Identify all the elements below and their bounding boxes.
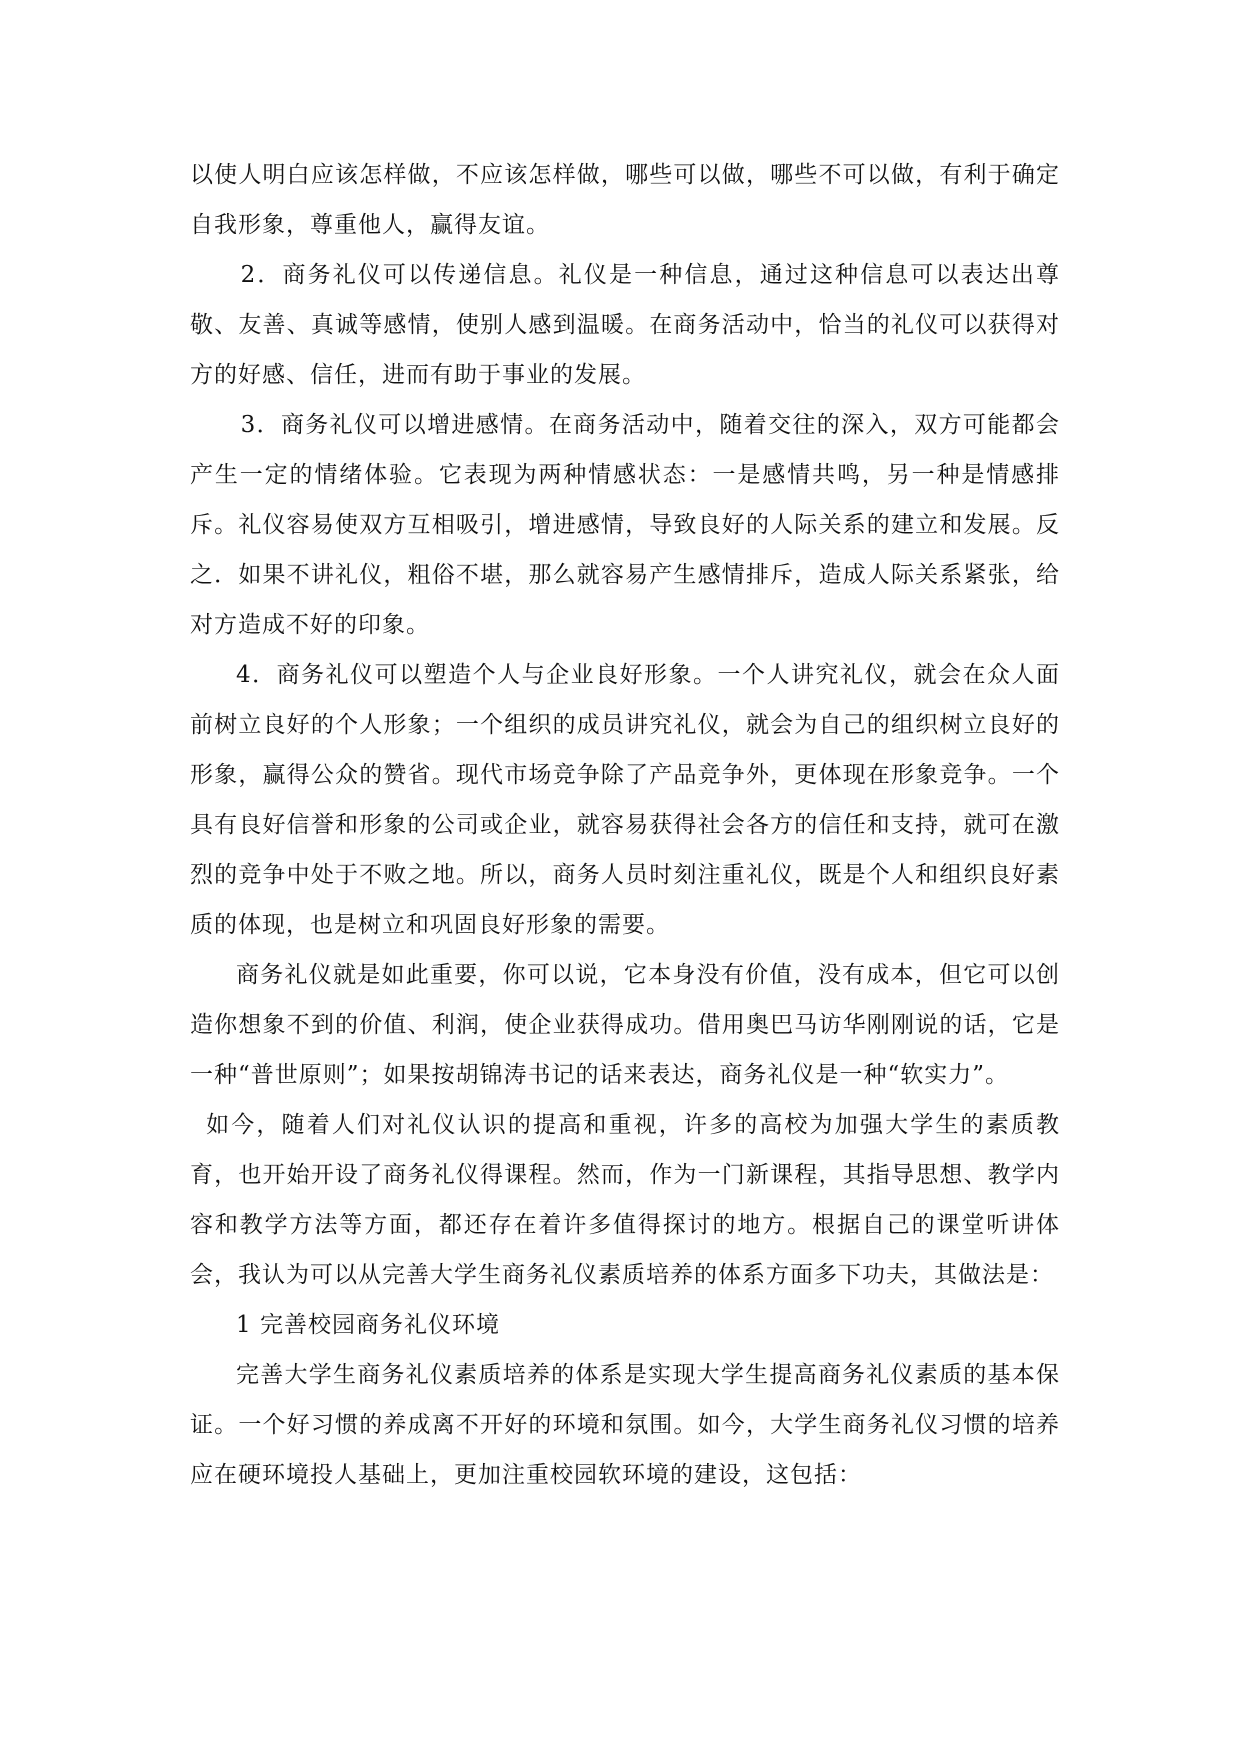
paragraph-environment: 完善大学生商务礼仪素质培养的体系是实现大学生提高商务礼仪素质的基本保证。一个好习惯的养成离不开好的环境和氛围。如今，大学生商务礼仪习惯的培养应在硬环境投人基础上，更加注重校园软环境的建设，这包括： (190, 1362, 1060, 1488)
paragraph-point-4: 4．商务礼仪可以塑造个人与企业良好形象。一个人讲究礼仪，就会在众人面前树立良好的个人形象；一个组织的成员讲究礼仪，就会为自己的组织树立良好的形象，赢得公众的赞省。现代市场竞争除了产品竞争外，更体现在形象竞争。一个具有良好信誉和形象的公司或企业，就容易获得社会各方的信任和支持，就可在激烈的竞争中处于不败之地。所以，商务人员时刻注重礼仪，既是个人和组织良好素质的体现，也是树立和巩固良好形象的需要。 (190, 662, 1060, 938)
paragraph-continuation: 以使人明白应该怎样做，不应该怎样做，哪些可以做，哪些不可以做，有利于确定自我形象，尊重他人，赢得友谊。 (190, 162, 1060, 238)
paragraph-point-3: 3．商务礼仪可以增进感情。在商务活动中，随着交往的深入，双方可能都会产生一定的情绪体验。它表现为两种情感状态：一是感情共鸣，另一种是情感排斥。礼仪容易使双方互相吸引，增进感情，导致良好的人际关系的建立和发展。反之．如果不讲礼仪，粗俗不堪，那么就容易产生感情排斥，造成人际关系紧张，给对方造成不好的印象。 (190, 412, 1060, 638)
section-heading: 1 完善校园商务礼仪环境 (236, 1312, 500, 1338)
paragraph-nowadays: 如今，随着人们对礼仪认识的提高和重视，许多的高校为加强大学生的素质教育，也开始开设了商务礼仪得课程。然而，作为一门新课程，其指导思想、教学内容和教学方法等方面，都还存在着许多值得探讨的地方。根据自己的课堂听讲体会，我认为可以从完善大学生商务礼仪素质培养的体系方面多下功夫，其做法是： (190, 1112, 1060, 1288)
paragraph-point-2: 2．商务礼仪可以传递信息。礼仪是一种信息，通过这种信息可以表达出尊敬、友善、真诚等感情，使别人感到温暖。在商务活动中，恰当的礼仪可以获得对方的好感、信任，进而有助于事业的发展。 (190, 262, 1060, 388)
paragraph-importance: 商务礼仪就是如此重要，你可以说，它本身没有价值，没有成本，但它可以创造你想象不到的价值、利润，使企业获得成功。借用奥巴马访华刚刚说的话，它是一种“普世原则”；如果按胡锦涛书记的话来表达，商务礼仪是一种“软实力”。 (190, 962, 1060, 1088)
document-body (190, 150, 1060, 1500)
